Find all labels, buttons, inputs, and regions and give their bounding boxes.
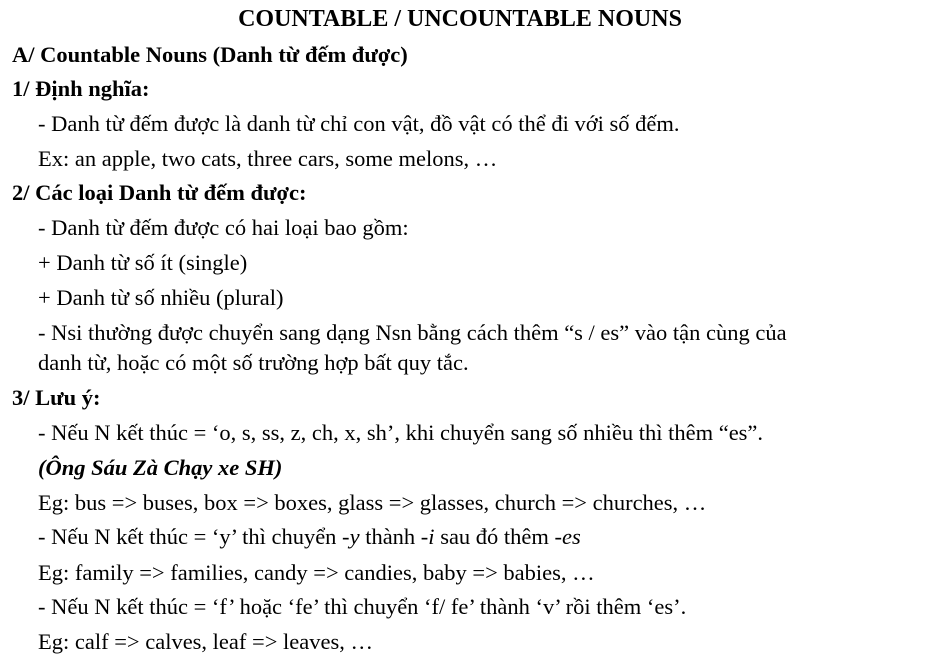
note-f-rule: - Nếu N kết thúc = ‘f’ hoặc ‘fe’ thì chuyển ‘f/ fe’ thành ‘v’ rồi thêm ‘es’. [38, 594, 687, 619]
note-f-example: Eg: calf => calves, leaf => leaves, … [38, 629, 373, 654]
note-y-rule-part: thành - [359, 524, 429, 549]
note-es-rule: - Nếu N kết thúc = ‘o, s, ss, z, ch, x, sh’, khi chuyển sang số nhiều thì thêm “es”. [38, 420, 764, 445]
note-y-example: Eg: family => families, candy => candies, baby => babies, … [38, 560, 595, 585]
types-plural: + Danh từ số nhiều (plural) [38, 285, 284, 310]
types-single: + Danh từ số ít (single) [38, 250, 248, 275]
definition-heading: 1/ Định nghĩa: [12, 76, 150, 101]
page-title: COUNTABLE / UNCOUNTABLE NOUNS [238, 6, 682, 32]
note-es-example: Eg: bus => buses, box => boxes, glass => glasses, church => churches, … [38, 490, 707, 515]
notes-heading: 3/ Lưu ý: [12, 385, 101, 410]
note-y-rule-part: - Nếu N kết thúc = ‘y’ thì chuyển - [38, 524, 350, 549]
definition-example: Ex: an apple, two cats, three cars, some melons, … [38, 146, 498, 171]
types-heading: 2/ Các loại Danh từ đếm được: [12, 180, 307, 205]
types-rule-line1: - Nsi thường được chuyển sang dạng Nsn bằng cách thêm “s / es” vào tận cùng của [38, 320, 787, 345]
note-mnemonic: (Ông Sáu Zà Chạy xe SH) [38, 455, 283, 480]
note-y-rule [38, 522, 581, 552]
note-y-rule-part: sau đó thêm - [434, 524, 563, 549]
note-y-rule-i: i [428, 524, 435, 549]
note-y-rule-es: es [562, 524, 581, 549]
note-y-rule-y: y [349, 524, 360, 549]
types-rule-line2: danh từ, hoặc có một số trường hợp bất quy tắc. [38, 350, 469, 375]
section-a-heading: A/ Countable Nouns (Danh từ đếm được) [12, 42, 408, 67]
definition-text: - Danh từ đếm được là danh từ chỉ con vật, đồ vật có thể đi với số đếm. [38, 111, 680, 136]
types-intro: - Danh từ đếm được có hai loại bao gồm: [38, 215, 409, 240]
